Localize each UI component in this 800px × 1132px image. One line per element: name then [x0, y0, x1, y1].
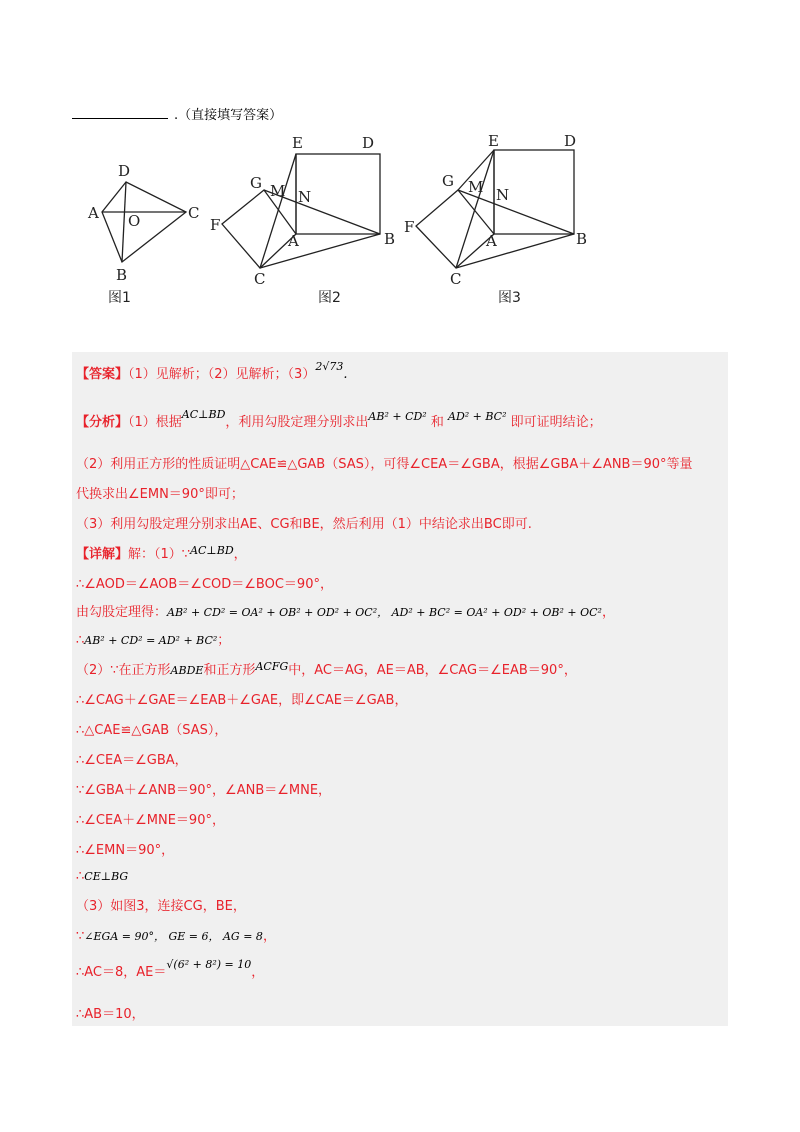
detail-l15-a: ∴AC＝8，AE＝	[76, 965, 167, 980]
fig1-caption: 图1	[108, 290, 131, 306]
analysis-line-4: （3）利用勾股定理分别求出AE、CG和BE，然后利用（1）中结论求出BC即可.	[76, 517, 532, 532]
fig2-label-c: C	[254, 270, 266, 288]
fig2-caption: 图2	[318, 290, 341, 306]
answer-value: 2√73	[315, 360, 344, 373]
prompt-text: .（直接填写答案）	[174, 108, 283, 123]
detail-l14-a: ∵	[76, 929, 85, 944]
detail-l3-a: 由勾股定理得：	[76, 605, 168, 620]
answer-tag: 【答案】	[76, 367, 129, 382]
question-prompt	[72, 104, 282, 123]
math-givens: ∠EGA = 90°， GE = 6， AG = 8	[84, 930, 263, 943]
math-abde: ABDE	[170, 664, 204, 677]
answer-blank	[72, 117, 168, 119]
detail-line-9: ∵∠GBA＋∠ANB＝90°，∠ANB＝∠MNE，	[76, 783, 332, 798]
detail-line-16: ∴AB＝10，	[76, 1007, 145, 1022]
fig3-caption: 图3	[498, 290, 521, 306]
detail-line-12	[76, 868, 128, 886]
fig3-label-c: C	[450, 270, 462, 288]
analysis-p1-d: 即可证明结论；	[510, 415, 602, 430]
detail-l4-b: ；	[217, 633, 231, 648]
math-ab2-cd2: AB² + CD²	[368, 410, 427, 423]
fig3-label-f: F	[404, 218, 415, 236]
math-conclusion-1: AB² + CD² = AD² + BC²	[84, 634, 218, 647]
detail-line-6: ∴∠CAG＋∠GAE＝∠EAB＋∠GAE，即∠CAE＝∠GAB，	[76, 693, 408, 708]
detail-l5-b: 和正方形	[203, 663, 256, 678]
answer-end: .	[343, 367, 348, 382]
fig2-label-b: B	[384, 230, 396, 248]
detail-line-8: ∴∠CEA＝∠GBA，	[76, 753, 188, 768]
detail-line-10: ∴∠CEA＋∠MNE＝90°，	[76, 813, 225, 828]
fig1-label-c: C	[188, 204, 200, 222]
fig1-label-o: O	[128, 212, 141, 230]
fig2-label-m: M	[270, 182, 286, 200]
fig3-label-m: M	[468, 178, 484, 196]
fig3-label-e: E	[488, 132, 499, 150]
analysis-line-3: 代换求出∠EMN＝90°即可；	[76, 487, 244, 502]
detail-l1-b: ，	[233, 547, 247, 562]
analysis-tag: 【分析】	[76, 415, 129, 430]
math-pythagoras-sums: AB² + CD² = OA² + OB² + OD² + OC²， AD² + BC² = OA² + OD² + OB² + OC²	[167, 606, 602, 619]
fig2-label-n: N	[298, 188, 312, 206]
fig1-label-d: D	[118, 162, 131, 180]
math-ac-perp-bd: AC⊥BD	[181, 408, 226, 421]
analysis-p1-c: 和	[430, 415, 444, 430]
analysis-p1-b: ，利用勾股定理分别求出	[225, 415, 369, 430]
figure-1	[102, 182, 186, 262]
figure-2	[222, 154, 380, 268]
figure-3	[416, 150, 574, 268]
fig3-label-g: G	[442, 172, 454, 190]
detail-l5-a: （2）∵在正方形	[76, 663, 171, 678]
answer-line	[76, 360, 348, 384]
detail-line-15	[76, 958, 265, 982]
fig2-label-f: F	[210, 216, 221, 234]
detail-line-1	[76, 546, 247, 564]
solution-panel	[72, 352, 728, 1026]
detail-line-4	[76, 632, 230, 650]
detail-l1-a: 解：（1）∵	[128, 547, 191, 562]
detail-line-3	[76, 604, 615, 622]
detail-line-13: （3）如图3，连接CG，BE，	[76, 899, 246, 914]
answer-text: （1）见解析；（2）见解析；（3）	[128, 367, 316, 382]
fig1-label-b: B	[116, 266, 128, 284]
detail-l12-a: ∴	[76, 869, 85, 884]
detail-l3-b: ，	[601, 605, 615, 620]
math-ac-perp-bd-2: AC⊥BD	[190, 544, 234, 557]
detail-tag: 【详解】	[76, 547, 129, 562]
math-ae-value: √(6² + 8²) = 10	[166, 958, 252, 971]
detail-line-2: ∴∠AOD＝∠AOB＝∠COD＝∠BOC＝90°，	[76, 577, 333, 592]
math-ad2-bc2: AD² + BC²	[448, 410, 507, 423]
detail-line-5	[76, 662, 577, 680]
fig3-label-a: A	[486, 232, 497, 250]
fig3-label-b: B	[576, 230, 588, 248]
fig3-label-d: D	[564, 132, 577, 150]
analysis-line-1	[76, 408, 602, 432]
detail-line-14	[76, 928, 276, 946]
fig1-label-a: A	[88, 204, 99, 222]
detail-l4-a: ∴	[76, 633, 85, 648]
geometry-figures	[82, 130, 602, 310]
fig2-label-d: D	[362, 134, 375, 152]
detail-l5-c: 中，AC＝AG，AE＝AB，∠CAG＝∠EAB＝90°，	[288, 663, 577, 678]
analysis-p1-a: （1）根据	[128, 415, 182, 430]
detail-l14-b: ，	[262, 929, 276, 944]
analysis-line-2: （2）利用正方形的性质证明△CAE≌△GAB（SAS），可得∠CEA＝∠GBA，根据∠GBA＋∠ANB＝90°等量	[76, 457, 693, 472]
math-acfg: ACFG	[255, 660, 289, 673]
math-ce-perp-bg: CE⊥BG	[84, 870, 129, 883]
detail-line-11: ∴∠EMN＝90°，	[76, 843, 175, 858]
fig2-label-g: G	[250, 174, 262, 192]
fig2-label-e: E	[292, 134, 303, 152]
fig2-label-a: A	[288, 232, 299, 250]
detail-line-7: ∴△CAE≌△GAB（SAS），	[76, 723, 228, 738]
detail-l15-b: ，	[251, 965, 265, 980]
fig3-label-n: N	[496, 186, 510, 204]
